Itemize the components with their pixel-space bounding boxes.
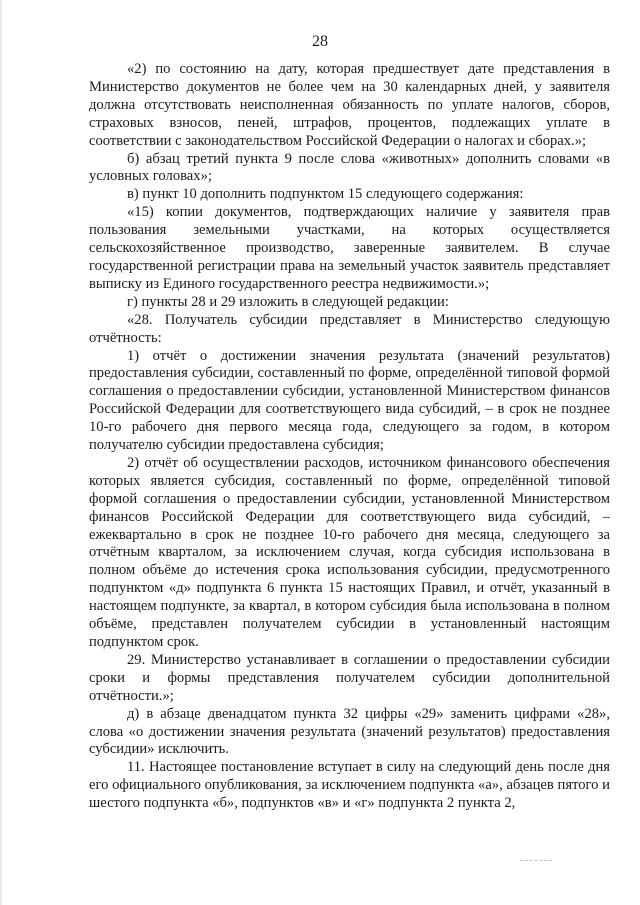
document-body <box>89 61 610 813</box>
scan-edge-shadow <box>0 0 3 905</box>
paragraph-subitem-2-tax-obligation: «2) по состоянию на дату, которая предшествует дате представления в Министерство документов не более чем на 30 календарных дней, у заявителя должна отсутствовать неисполненная обязанность по уплате налогов, сборов, страховых взносов, пеней, штрафов, процентов, подлежащих уплате в соответствии с законодательством Российской Федерации о налогах и сборах.»; <box>89 61 610 149</box>
paragraph-subitem-15-land-documents: «15) копии документов, подтверждающих наличие у заявителя прав пользования земельными участками, на которых осуществляется сельскохозяйственное производство, заверенные заявителем. В случае государственной регистрации права на земельный участок заявитель представляет выписку из Единого государственного реестра недвижимости.»; <box>89 204 610 292</box>
paragraph-item-28-reporting: «28. Получатель субсидии представляет в Министерство следующую отчётность: <box>89 311 610 346</box>
page-number: 28 <box>312 33 328 50</box>
paragraph-amendment-d: д) в абзаце двенадцатом пункта 32 цифры «29» заменить цифрами «28», слова «о достижении значения результата (значений результатов) предоставления субсидии» исключить. <box>89 705 610 758</box>
scan-artifact-mark <box>520 858 552 861</box>
paragraph-amendment-g: г) пункты 28 и 29 изложить в следующей редакции: <box>127 293 449 310</box>
paragraph-item-11-entry-into-force: 11. Настоящее постановление вступает в силу на следующий день после дня его официального опубликования, за исключением подпункта «а», абзацев пятого и шестого подпункта «б», подпунктов «в» и «г» подпункта 2 пункта 2, <box>89 759 610 812</box>
paragraph-amendment-v: в) пункт 10 дополнить подпунктом 15 следующего содержания: <box>127 186 524 203</box>
paragraph-item-29-additional-reporting: 29. Министерство устанавливает в соглашении о предоставлении субсидии сроки и формы представления получателем субсидии дополнительной отчётности.»; <box>89 651 610 704</box>
paragraph-amendment-b: б) абзац третий пункта 9 после слова «животных» дополнить словами «в условных головах»; <box>89 150 610 185</box>
paragraph-report-2-expenses: 2) отчёт об осуществлении расходов, источником финансового обеспечения которых является субсидия, составленный по форме, определённой типовой формой соглашения о предоставлении субсидии, установленной Министерством финансов Российской Федерации для соответствующего вида субсидий, – ежеквартально в срок не позднее 10-го рабочего дня месяца, следующего за отчётным кварталом, за исключением случая, когда субсидия использована в полном объёме до истечения срока использования субсидии, предусмотренного подпунктом «д» подпункта 6 пункта 15 настоящих Правил, и отчёт, указанный в настоящем подпункте, за квартал, в котором субсидия была использована в полном объёме, представлен получателем субсидии в установленный настоящим подпунктом срок. <box>89 454 610 650</box>
paragraph-report-1-results: 1) отчёт о достижении значения результата (значений результатов) предоставления субсидии, составленный по форме, определённой типовой формой соглашения о предоставлении субсидии, установленной Министерством финансов Российской Федерации для соответствующего вида субсидий, – в срок не позднее 10-го рабочего дня первого месяца года, следующего за годом, в котором получателю субсидии предоставлена субсидия; <box>89 347 610 454</box>
